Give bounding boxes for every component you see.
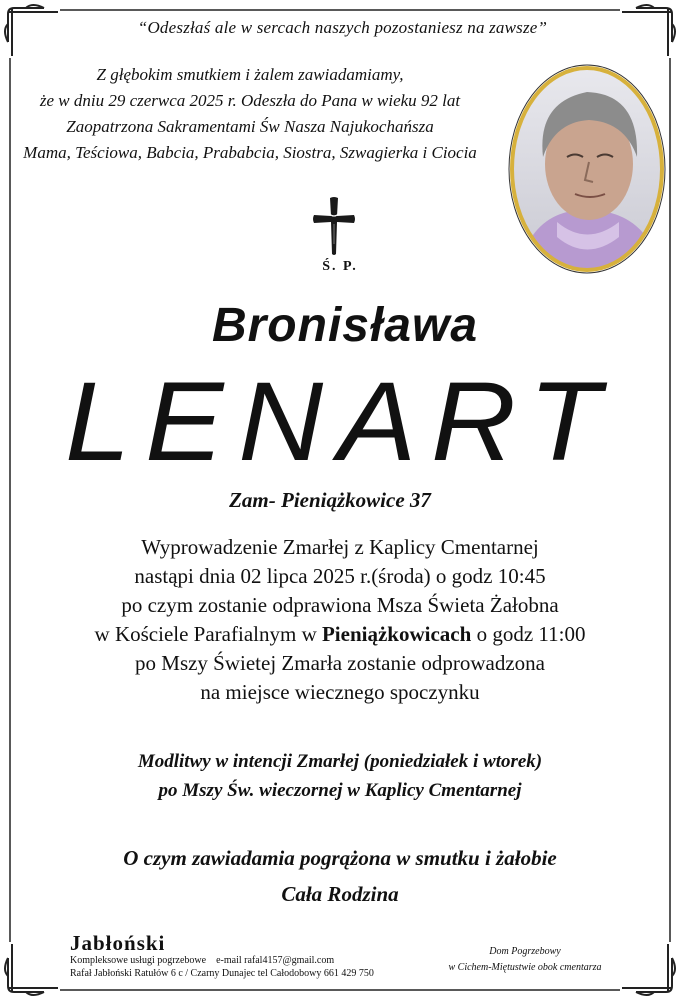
residence-address: Zam- Pieniążkowice 37 [229,488,431,512]
address-phone: Rafał Jabłoński Ratułów 6 c / Czarny Dunajec tel Całodobowy 661 429 750 [70,968,374,979]
cross-icon [312,196,356,256]
ceremony-line: nastąpi dnia 02 lipca 2025 r.(środa) o godz 10:45 [134,564,546,588]
prayer-line: po Mszy Św. wieczornej w Kaplicy Cmentarnej [158,780,522,801]
prayer-line: Modlitwy w intencji Zmarłej (poniedziałek i wtorek) [137,751,543,772]
ceremony-time: o godz 11:00 [471,622,586,646]
funeral-home-logo: Jabłoński [70,931,166,955]
intro-line: Mama, Teściowa, Babcia, Prababcia, Siostra, Szwagierka i Ciocia [23,143,477,162]
intro-line: że w dniu 29 czerwca 2025 r. Odeszła do Pana w wieku 92 lat [39,91,461,110]
ceremony-text: w Kościele Parafialnym w [94,622,322,646]
ceremony-line: po Mszy Świetej Zmarła zostanie odprowadzona [135,651,545,675]
announcement-intro [0,62,500,166]
ceremony-line: na miejsce wiecznego spoczynku [200,680,480,704]
ceremony-line: po czym zostanie odprawiona Msza Świeta Żałobna [121,593,559,617]
closing-statement [0,840,680,912]
funeral-home-name: Dom Pogrzebowy [489,946,561,957]
memorial-quote: “Odeszłaś ale w sercach naszych pozostaniesz na zawsze” [137,18,548,37]
intro-line: Z głębokim smutkiem i żalem zawiadamiamy, [96,65,404,84]
prayer-info [0,747,680,805]
ceremony-details [0,533,680,707]
ceremony-line: Wyprowadzenie Zmarłej z Kaplicy Cmentarnej [141,535,539,559]
funeral-home-location [410,944,640,976]
services-label: Kompleksowe usługi pogrzebowe [70,955,207,966]
intro-line: Zaopatrzona Sakramentami Św Nasza Najukochańsza [66,117,434,136]
first-name: Bronisława [211,299,479,352]
funeral-home-address: w Cichem-Miętustwie obok cmentarza [448,962,602,973]
closing-line: O czym zawiadamia pogrążona w smutku i żałobie [123,846,557,870]
family-signature: Cała Rodzina [281,882,399,906]
parish-name: Pieniążkowicach [321,622,472,646]
footer-contact-row [70,954,400,967]
sp-mark: Ś. P. [322,259,358,274]
last-name: LENART [64,359,616,484]
email-contact: e-mail rafal4157@gmail.com [216,955,335,966]
ceremony-line [0,620,680,649]
portrait-photo [507,62,667,276]
funeral-home-footer [70,932,400,980]
